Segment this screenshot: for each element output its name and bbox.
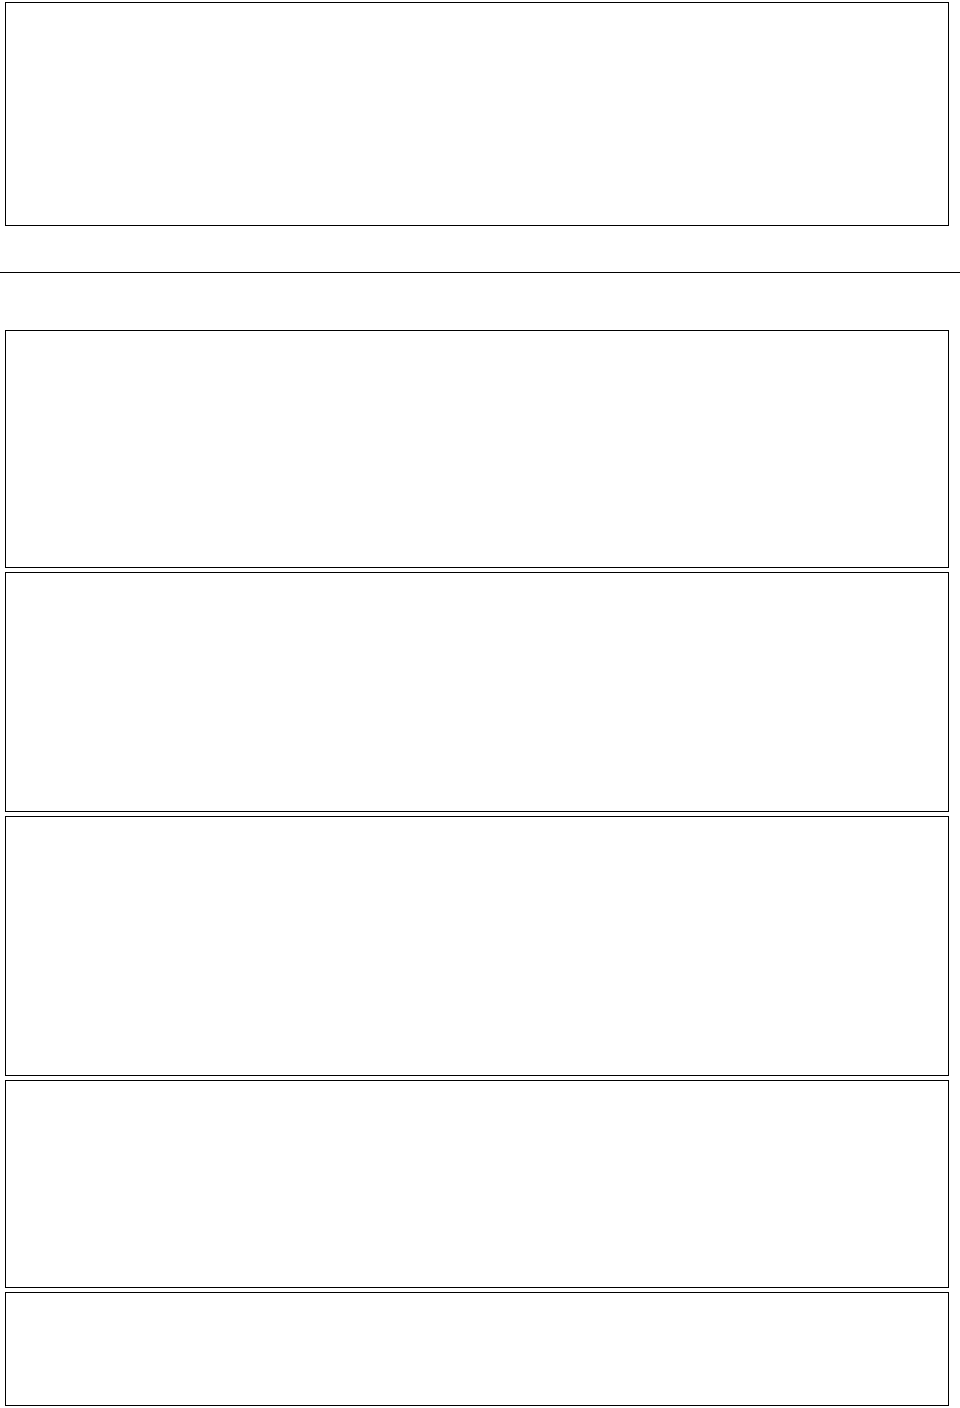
listing-card <box>5 1080 949 1288</box>
listing-card <box>5 330 949 568</box>
listing-card-continued <box>5 2 949 226</box>
section-divider <box>0 272 960 273</box>
listing-card <box>5 1292 949 1406</box>
listing-card <box>5 572 949 812</box>
listing-card <box>5 816 949 1076</box>
